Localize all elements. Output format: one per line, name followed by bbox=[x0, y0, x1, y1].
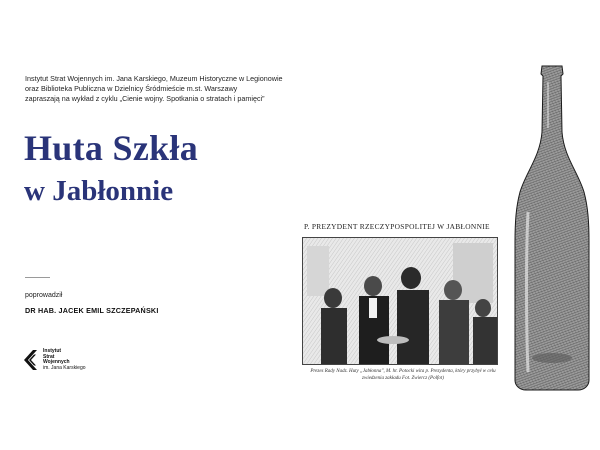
logo-line: im. Jana Karskiego bbox=[43, 364, 86, 371]
title-line-2: w Jabłonnie bbox=[24, 175, 174, 207]
photo-headline: P. PREZYDENT RZECZYPOSPOLITEJ W JABŁONNIE bbox=[304, 222, 490, 231]
intro-line: oraz Biblioteka Publiczna w Dzielnicy Śródmieście m.st. Warszawy bbox=[25, 84, 238, 93]
archival-photo bbox=[302, 237, 498, 365]
institute-logo bbox=[24, 349, 86, 371]
bottle-illustration bbox=[512, 62, 592, 392]
divider bbox=[25, 277, 50, 278]
intro-text bbox=[25, 74, 335, 104]
logo-line: Wojennych bbox=[43, 359, 70, 366]
title-line-1: Huta Szkła bbox=[24, 128, 199, 168]
bottle-icon bbox=[512, 62, 592, 392]
photo-caption: Prezes Rady Nadz. Huty „Jabłonna", M. hr. Potocki wita p. Prezydenta, który przybył w celu zwiedzenia zakładu Fot. Zwiercz (Polfot) bbox=[310, 369, 496, 381]
archival-photo-clipping bbox=[302, 222, 500, 390]
event-title bbox=[24, 128, 198, 210]
host-name: DR HAB. JACEK EMIL SZCZEPAŃSKI bbox=[25, 306, 159, 315]
archival-photo-sketch-icon bbox=[303, 238, 497, 364]
host-label: poprowadził bbox=[25, 292, 63, 299]
institute-logo-icon bbox=[24, 349, 38, 371]
logo-wordmark bbox=[43, 349, 86, 371]
logo-line: Instytut bbox=[43, 348, 62, 354]
intro-line: zapraszają na wykład z cyklu „Cienie wojny. Spotkania o stratach i pamięci” bbox=[25, 94, 265, 103]
logo-line: Strat bbox=[43, 353, 55, 360]
intro-line: Instytut Strat Wojennych im. Jana Karskiego, Muzeum Historyczne w Legionowie bbox=[25, 74, 283, 83]
